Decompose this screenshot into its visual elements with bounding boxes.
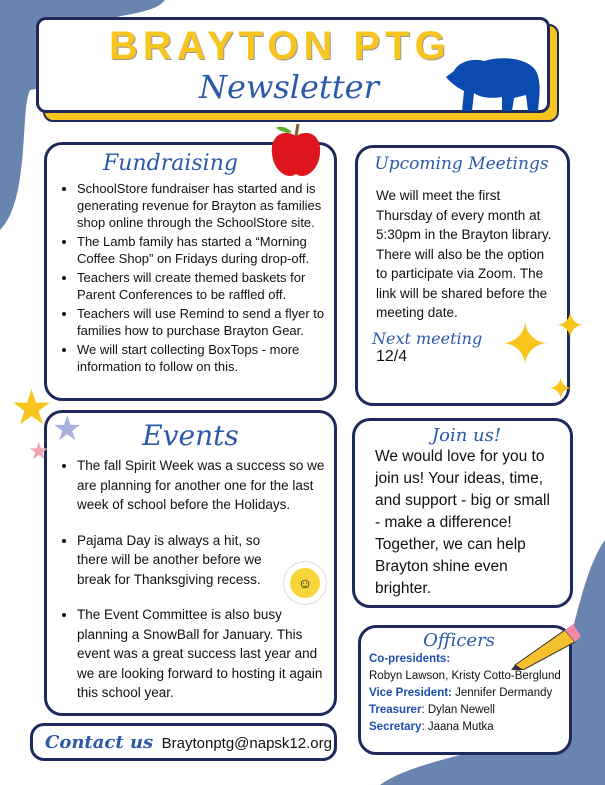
treasurer-label: Treasurer bbox=[369, 704, 422, 716]
events-heading: Events bbox=[142, 419, 239, 452]
sparkle-icon: ✦ bbox=[500, 311, 551, 378]
join-us-section bbox=[352, 418, 573, 608]
officers-heading: Officers bbox=[423, 630, 495, 651]
bear-icon bbox=[444, 53, 544, 113]
meetings-heading: Upcoming Meetings bbox=[374, 154, 549, 174]
sun-icon: ☺ bbox=[290, 568, 320, 598]
list-item: • The fall Spirit Week was a success so we are planning for another one for the last week of school before the Holidays. bbox=[77, 456, 334, 515]
header-banner bbox=[36, 17, 550, 113]
list-item: • Teachers will create themed baskets for Parent Conferences to be raffled off. bbox=[77, 269, 334, 303]
list-item: • Teachers will use Remind to send a flyer to families how to purchase Brayton Gear. bbox=[77, 305, 334, 339]
next-meeting-label: Next meeting bbox=[372, 328, 483, 348]
star-icon: ★ bbox=[10, 382, 54, 435]
vice-president-label: Vice President: bbox=[369, 687, 452, 699]
list-item: • The Event Committee is also busy planning a SnowBall for January. This event was a great success last year and we are looking forward to hosting it again this school year. bbox=[77, 605, 334, 703]
secretary-label: Secretary bbox=[369, 721, 422, 733]
join-text: We would love for you to join us! Your ideas, time, and support - big or small - make a difference! Together, we can help Brayton shine even brighter. bbox=[375, 448, 550, 597]
meetings-zoom-text: There will also be the option to participate via Zoom. The link will be shared before the meeting date. bbox=[376, 246, 548, 320]
list-item: • SchoolStore fundraiser has started and is generating revenue for Brayton as families shop online through the SchoolStore site. bbox=[77, 180, 334, 231]
contact-section bbox=[30, 723, 337, 761]
list-item: • The Lamb family has started a “Morning Coffee Shop” on Fridays during drop-off. bbox=[77, 233, 334, 267]
secretary-name: : Jaana Mutka bbox=[421, 721, 494, 733]
join-heading: Join us! bbox=[431, 425, 502, 446]
sparkle-icon: ✦ bbox=[548, 373, 574, 406]
apple-icon bbox=[268, 122, 324, 180]
fundraising-heading: Fundraising bbox=[103, 151, 238, 176]
star-icon: ★ bbox=[28, 438, 50, 465]
pencil-icon bbox=[505, 620, 585, 670]
header-title: BRAYTON PTG bbox=[109, 24, 451, 68]
next-meeting-date: 12/4 bbox=[376, 347, 408, 365]
vice-president-name: Jennifer Dermandy bbox=[451, 687, 553, 699]
treasurer-name: : Dylan Newell bbox=[421, 704, 495, 716]
sparkle-icon: ✦ bbox=[555, 305, 586, 346]
events-section bbox=[44, 410, 337, 716]
co-presidents-names: Robyn Lawson, Kristy Cotto-Berglund bbox=[369, 670, 561, 682]
list-item: • Pajama Day is always a hit, so there will be another before we break for Thanksgiving recess. bbox=[77, 531, 334, 590]
fundraising-section bbox=[44, 142, 337, 401]
contact-email-link[interactable]: Braytonptg@napsk12.org bbox=[161, 735, 332, 752]
meetings-text: We will meet the first Thursday of every month at 5:30pm in the Brayton library. bbox=[376, 188, 552, 242]
list-item: • We will start collecting BoxTops - more information to follow on this. bbox=[77, 341, 334, 375]
co-presidents-label: Co-presidents: bbox=[369, 653, 451, 665]
star-icon: ★ bbox=[52, 410, 83, 448]
header-subtitle: Newsletter bbox=[199, 68, 379, 106]
contact-label: Contact us bbox=[45, 732, 154, 753]
